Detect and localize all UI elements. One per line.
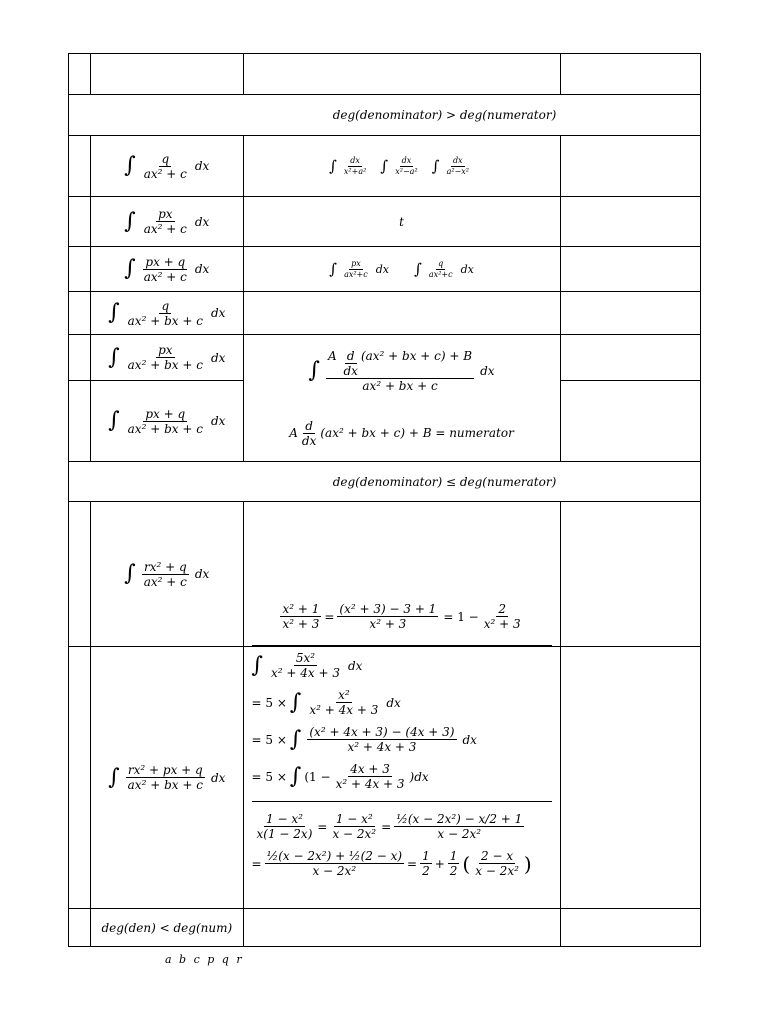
table-row	[69, 647, 701, 909]
header-cell-0	[69, 54, 91, 95]
section-improper-row	[69, 462, 701, 502]
integral-rx2pxq-over-ax2bxc: ∫ rx² + px + q ax² + bx + c dx	[91, 647, 243, 909]
header-row	[69, 54, 701, 95]
section-proper-title: deg(denominator) > deg(numerator)	[69, 95, 701, 136]
table-row	[69, 197, 701, 247]
table-row	[69, 335, 701, 381]
standard-forms: ∫ dx x²+a² ∫ dx x²−a² ∫ dx a²−x²	[243, 136, 560, 197]
last-row	[69, 909, 701, 947]
substitution-t: t	[243, 197, 560, 247]
divider	[252, 801, 552, 802]
variable-list: a b c p q r	[165, 953, 242, 966]
header-cell-3	[560, 54, 700, 95]
integration-table	[68, 53, 701, 947]
worked-examples	[243, 647, 560, 909]
section-improper-title: deg(denominator) ≤ deg(numerator)	[69, 462, 701, 502]
table-row	[69, 247, 701, 292]
header-cell-1	[91, 54, 243, 95]
integral-px-over-ax2bxc: ∫ px ax² + bx + c dx	[91, 335, 243, 381]
integral-pxq-over-ax2c: ∫ px + q ax² + c dx	[91, 247, 243, 292]
header-cell-2	[243, 54, 560, 95]
split-integrals: ∫ px ax²+c dx ∫ q ax²+c dx	[243, 247, 560, 292]
table-row	[69, 136, 701, 197]
example-3: 1 − x² x(1 − 2x) = 1 − x² x − 2x² = ½(x − 2x²) − x/2 + 1 x − 2x² = $\frac{\text{½(x − 2x²) + ½(2 − x)}}{\text{x − 2x²}}$ = $\frac{1}{2}$ + $\frac{1}{2}$ ( 2 − x x − 2x² )	[251, 812, 532, 878]
last-row-label: deg(den) < deg(num)	[91, 909, 243, 947]
table-row	[69, 502, 701, 647]
integral-pxq-over-ax2bxc: ∫ px + q ax² + bx + c dx	[91, 381, 243, 462]
table-row	[69, 292, 701, 335]
section-proper-row	[69, 95, 701, 136]
derivative-split-method: ∫ A $\frac{d}{dx}$ (ax² + bx + c) + B ax² + bx + c dx A d dx (ax² + bx + c) + B = numerator	[243, 335, 560, 462]
example-2: ∫ 5x² x² + 4x + 3 dx = 5 × ∫ x² x² + 4x + 3 dx = 5 × ∫ (x² + 4x + 3) − (4x + 3) x² + 4x + 3 dx = 5 × ∫ (1 − $\frac{4x + 3}{\text{x² + 4x + 3}}$ )dx	[251, 651, 477, 791]
integral-px-over-ax2c: ∫ px ax² + c dx	[91, 197, 243, 247]
example-rewrite-1: $\frac{\text{x² + 1}}{\text{x² + 3}}$ = $\frac{\text{(x² + 3) − 3 + 1}}{\text{x² + 3}}$ = 1 − $\frac{2}{\text{x² + 3}}$	[243, 502, 560, 647]
integral-rx2q-over-ax2c: ∫ rx² + q ax² + c dx	[91, 502, 243, 647]
integral-q-over-ax2c: ∫ q ax² + c dx	[91, 136, 243, 197]
integral-q-over-ax2bxc: ∫ q ax² + bx + c dx	[91, 292, 243, 335]
